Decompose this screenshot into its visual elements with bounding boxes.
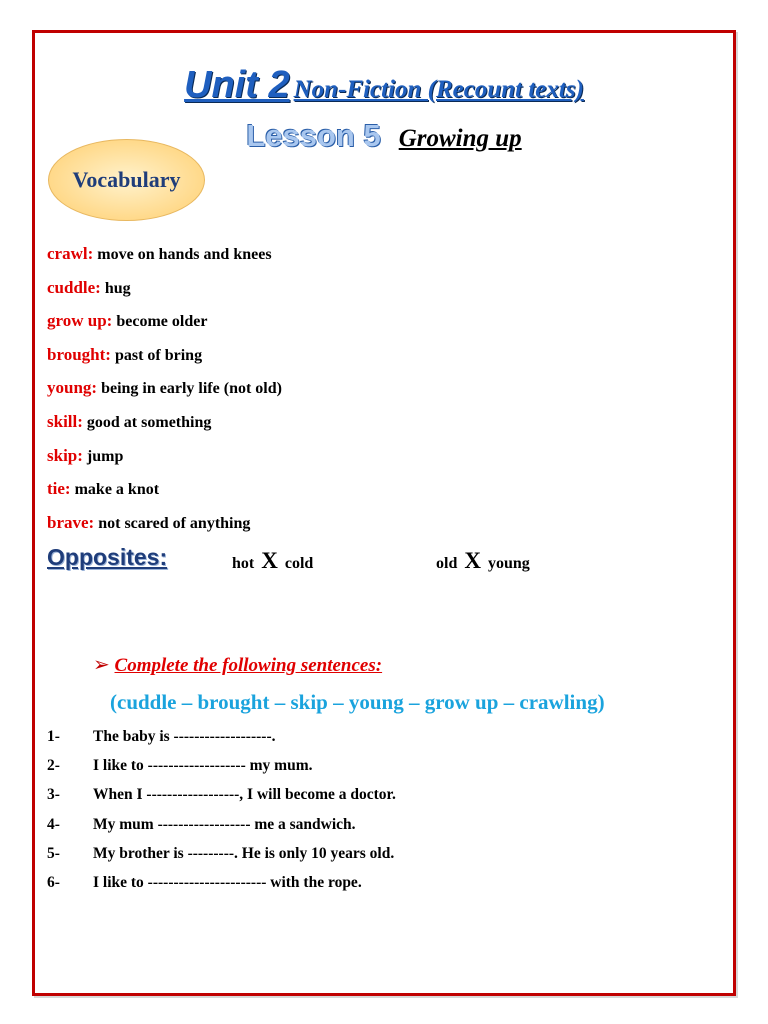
opposite-pair xyxy=(232,548,313,574)
vocab-term: young: xyxy=(47,378,98,398)
vocab-item xyxy=(47,513,687,547)
sentence-number: 3- xyxy=(47,786,60,804)
vocab-term: brave: xyxy=(47,512,95,532)
sentence-text: I like to ------------------- my mum. xyxy=(93,757,313,775)
sentence-item xyxy=(47,845,697,874)
word-bank: (cuddle – brought – skip – young – grow up – crawling) xyxy=(110,690,605,714)
sentence-text: My brother is ---------. He is only 10 years old. xyxy=(93,844,395,862)
vocabulary-heading: Vocabulary xyxy=(72,167,181,192)
sentence-item xyxy=(47,728,697,757)
vocab-definition: good at something xyxy=(86,413,212,431)
sentence-item xyxy=(47,786,697,815)
exercise-instruction xyxy=(93,652,382,677)
sentence-number: 4- xyxy=(47,815,60,833)
opposite-right: young xyxy=(487,555,530,572)
sentence-item xyxy=(47,757,697,786)
vocab-term: crawl: xyxy=(47,244,94,263)
sentence-list xyxy=(47,728,697,903)
opposite-pair xyxy=(436,548,530,574)
vocab-definition: past of bring xyxy=(114,346,203,364)
sentence-number: 5- xyxy=(47,844,60,862)
vocab-definition: being in early life (not old) xyxy=(101,380,282,398)
vocab-item xyxy=(47,311,687,345)
opposite-left: old xyxy=(436,555,458,572)
vocab-item xyxy=(47,378,687,412)
vocab-definition: hug xyxy=(104,279,131,297)
vocab-definition: make a knot xyxy=(74,481,160,499)
vocab-item xyxy=(47,412,687,446)
sentence-text: When I ------------------, I will become a doctor. xyxy=(93,786,396,804)
vocab-definition: not scared of anything xyxy=(98,514,251,532)
arrow-bullet-icon: ➢ xyxy=(93,652,110,676)
sentence-number: 2- xyxy=(47,757,60,775)
sentence-number: 6- xyxy=(47,873,60,891)
vocabulary-badge xyxy=(48,139,205,221)
vocab-term: brought: xyxy=(47,344,111,364)
unit-label: Unit 2 xyxy=(184,64,290,106)
vocab-item xyxy=(47,345,687,379)
vocab-definition: move on hands and knees xyxy=(97,246,272,263)
vocab-item xyxy=(47,244,687,278)
vocab-term: cuddle: xyxy=(47,277,101,297)
lesson-label: Lesson 5 xyxy=(246,118,381,153)
vocab-definition: jump xyxy=(86,447,124,465)
sentence-text: My mum ------------------ me a sandwich. xyxy=(93,815,356,833)
opposites-label: Opposites: xyxy=(47,544,168,570)
opposite-x: X xyxy=(261,548,278,573)
opposite-left: hot xyxy=(232,555,255,572)
instruction-text: Complete the following sentences: xyxy=(114,655,383,676)
vocab-term: skip: xyxy=(47,445,83,465)
sentence-item xyxy=(47,874,697,903)
vocab-definition: become older xyxy=(116,313,208,331)
vocab-item xyxy=(47,446,687,480)
vocab-term: skill: xyxy=(47,411,83,431)
sentence-text: I like to ----------------------- with the rope. xyxy=(93,873,362,891)
sentence-text: The baby is -------------------. xyxy=(93,728,276,745)
vocab-term: tie: xyxy=(47,479,71,499)
vocab-item xyxy=(47,479,687,513)
opposite-x: X xyxy=(464,548,481,573)
unit-title xyxy=(0,64,768,107)
opposites-line xyxy=(47,544,697,584)
unit-subtitle: Non-Fiction (Recount texts) xyxy=(293,76,584,103)
opposite-right: cold xyxy=(284,555,314,572)
lesson-subtitle: Growing up xyxy=(398,125,522,152)
sentence-number: 1- xyxy=(47,728,60,745)
vocab-item xyxy=(47,278,687,312)
vocab-term: grow up: xyxy=(47,311,113,331)
vocabulary-list xyxy=(47,244,687,546)
sentence-item xyxy=(47,816,697,845)
